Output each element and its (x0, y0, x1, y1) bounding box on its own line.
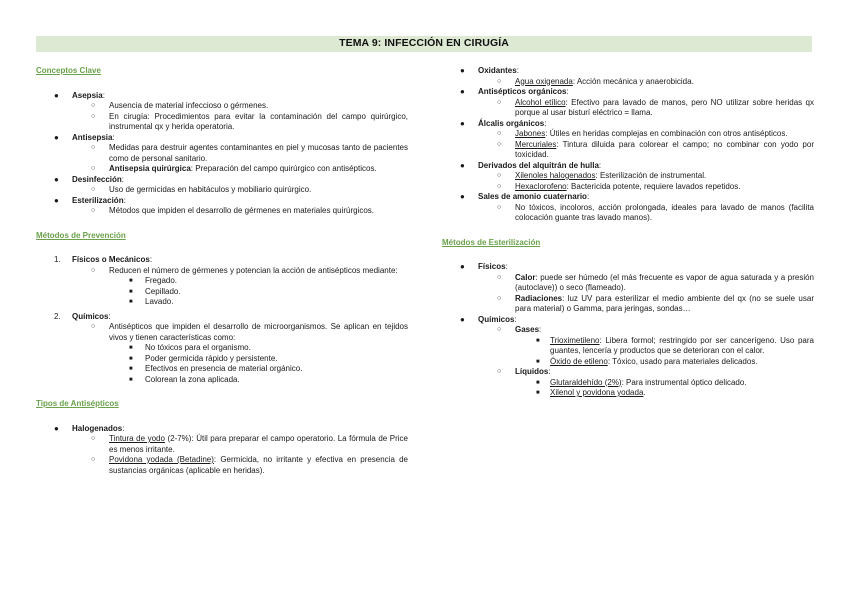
list-item: ○ Agua oxigenada: Acción mecánica y anaerobicida. (497, 76, 694, 86)
section-heading-prevencion: Métodos de Prevención (36, 230, 126, 240)
list-item: ○ Métodos que impiden el desarrollo de gérmenes en materiales quirúrgicos. (91, 206, 375, 215)
list-item: ○ Calor: puede ser húmedo (el más frecuente es vapor de agua saturada y a presión (autoclave)) o seco (flameado). (497, 272, 814, 292)
list-item: ■ Óxido de etileno: Tóxico, usado para materiales delicados. (536, 356, 758, 366)
list-item: ■ Lavado. (129, 297, 174, 306)
list-item: ○ Ausencia de material infeccioso o gérmenes. (91, 101, 269, 110)
list-item: 1. Físicos o Mecánicos: (54, 255, 153, 264)
list-item: ○ Uso de germicidas en habitáculos y mobiliario quirúrgico. (91, 185, 312, 194)
list-item: 2. Químicos: (54, 311, 111, 321)
page-title: TEMA 9: INFECCIÓN EN CIRUGÍA (339, 37, 509, 49)
list-item: ● Halogenados: (54, 423, 125, 433)
list-item: ● Álcalis orgánicos: (460, 118, 547, 128)
list-item: ■ No tóxicos para el organismo. (129, 343, 251, 352)
list-item: ● Esterilización: (54, 195, 126, 205)
list-item: ○ Radiaciones: luz UV para esterilizar el medio ambiente del qx (no se suele usar para material) o Gamma, para jeringas, sondas… (497, 293, 814, 313)
list-item: ■ Poder germicida rápido y persistente. (129, 353, 278, 363)
list-item: ● Oxidantes: (460, 66, 519, 75)
list-item: ○ Alcohol etílico: Efectivo para lavado de manos, pero NO utilizar sobre heridas qx porque al usar bisturí eléctrico = llama. (497, 97, 814, 117)
left-column (36, 66, 408, 476)
list-item: ■ Xilenol y povidona yodada. (536, 388, 646, 397)
list-item: ● Asepsia: (54, 90, 105, 100)
list-item: ○ Hexaclorofeno: Bactericida potente, requiere lavados repetidos. (497, 181, 741, 191)
list-item: ■ Cepillado. (129, 286, 181, 296)
list-item: ○ Jabones: Útiles en heridas complejas en combinación con otros antisépticos. (497, 129, 788, 138)
section-heading-tipos: Tipos de Antisépticos (36, 399, 119, 408)
list-item: ○ Líquidos: (497, 367, 551, 376)
list-item: ○ En cirugía: Procedimientos para evitar la contaminación del campo quirúrgico, instrumental qx y herida operatoria. (91, 111, 408, 131)
list-item: ○ Xilenoles halogenados: Esterilización de instrumental. (497, 171, 707, 180)
list-item: ○ Antisépticos que impiden el desarrollo de microorganismos. Se aplican en tejidos vivos y tienen características como: (91, 322, 408, 342)
list-item: ○ Reducen el número de gérmenes y potencian la acción de antisépticos mediante: (91, 265, 398, 275)
list-item: ○ Povidona yodada (Betadine): Germicida, no irritante y efectiva en presencia de sustancias orgánicas (aplicable en heridas). (91, 455, 408, 475)
list-item: ● Antisépticos orgánicos: (460, 87, 569, 96)
list-item: ○ Medidas para destruir agentes contaminantes en piel y mucosas tanto de pacientes como de personal sanitario. (91, 143, 408, 163)
list-item: ○ Tintura de yodo (2-7%): Útil para preparar el campo operatorio. La fórmula de Price es menos irritante. (91, 434, 408, 454)
list-item: ● Químicos: (460, 314, 517, 324)
list-item: ■ Colorean la zona aplicada. (129, 374, 240, 384)
list-item: ■ Glutaraldehído (2%): Para instrumental óptico delicado. (536, 377, 747, 387)
list-item: ● Desinfección: (54, 174, 125, 184)
list-item: ○ Antisepsia quirúrgica: Preparación del campo quirúrgico con antisépticos. (91, 164, 377, 173)
list-item: ● Derivados del alquitrán de hulla: (460, 160, 602, 170)
right-column (442, 66, 814, 399)
title-bar (36, 36, 812, 52)
list-item: ■ Efectivos en presencia de material orgánico. (129, 364, 303, 373)
list-item: ○ No tóxicos, incoloros, acción prolongada, ideales para lavado de manos (facilita colocación guante tras lavado manos). (497, 202, 814, 222)
list-item: ■ Fregado. (129, 276, 178, 285)
list-item: ○ Mercuriales: Tintura diluida para colorear el campo; no combinar con yodo por toxicidad. (497, 139, 814, 159)
list-item: ■ Trioximetileno: Libera formol; restringido por ser cancerígeno. Uso para guantes, lencería y productos que se deterioran con el calor. (536, 335, 814, 355)
section-heading-conceptos: Conceptos Clave (36, 66, 101, 75)
list-item: ● Sales de amonio cuaternario: (460, 192, 590, 201)
list-item: ○ Gases: (497, 325, 542, 334)
section-heading-esterilizacion: Métodos de Esterilización (442, 237, 541, 247)
list-item: ● Físicos: (460, 262, 508, 271)
list-item: ● Antisepsia: (54, 132, 115, 142)
